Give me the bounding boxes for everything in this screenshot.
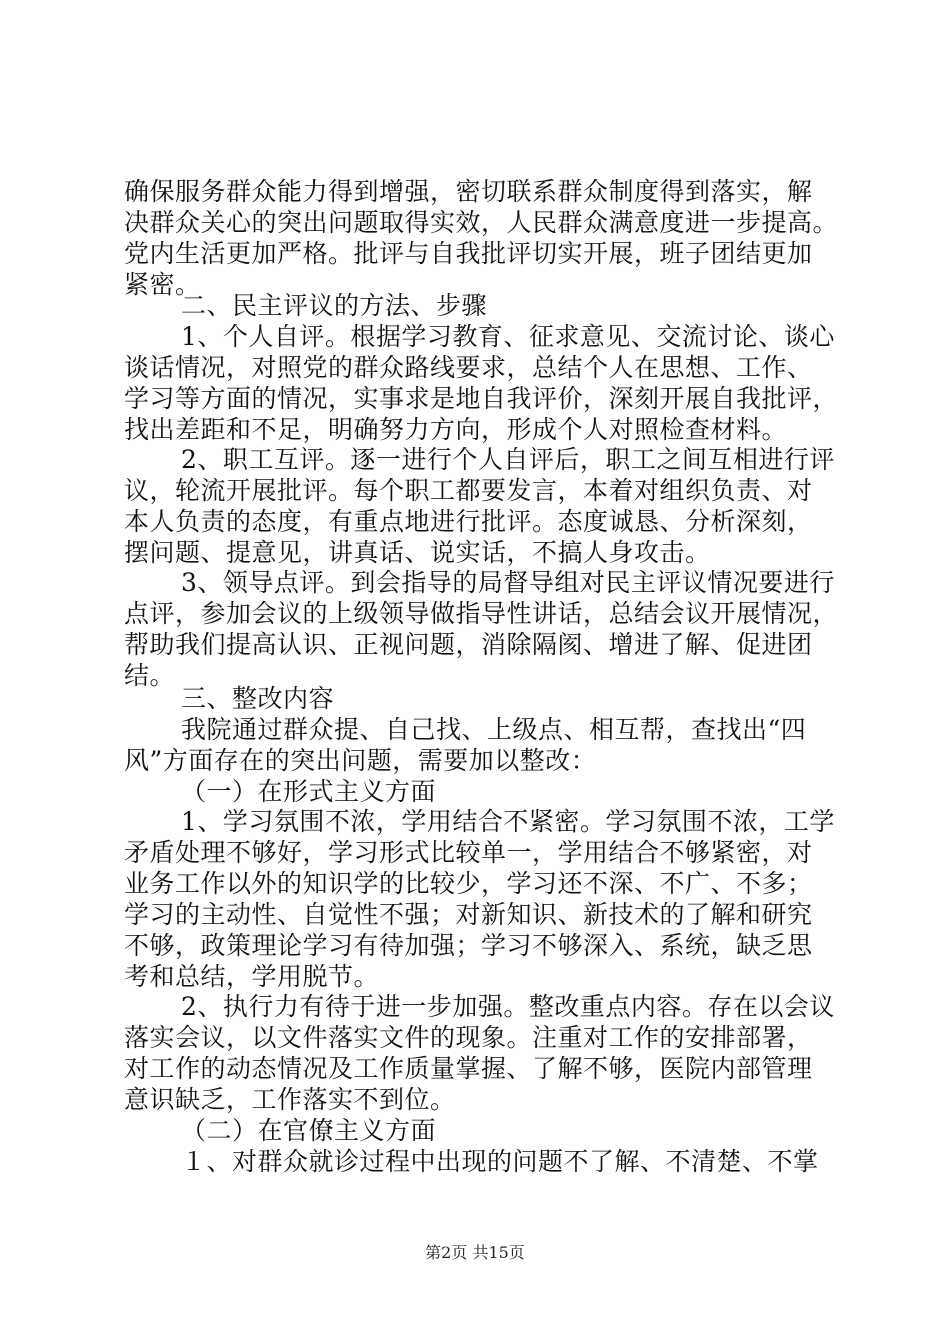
text-line: 确保服务群众能力得到增强，密切联系群众制度得到落实，解 [124, 176, 813, 206]
text-line: 找出差距和不足，明确努力方向，形成个人对照检查材料。 [124, 414, 788, 444]
subsection-heading: （一）在形式主义方面 [181, 776, 437, 806]
text-line: 学习等方面的情况，实事求是地自我评价，深刻开展自我批评， [124, 383, 839, 413]
text-line: １、对群众就诊过程中出现的问题不了解、不清楚、不掌 [181, 1146, 819, 1176]
page-footer: 第2页 共15页 [425, 1243, 525, 1262]
text-line: 决群众关心的突出问题取得实效，人民群众满意度进一步提高。 [124, 207, 839, 237]
text-line: 考和总结，学用脱节。 [124, 961, 380, 991]
text-line: 风”方面存在的突出问题，需要加以整改： [124, 745, 597, 775]
text-line: 矛盾处理不够好，学习形式比较单一，学用结合不够紧密，对 [124, 837, 813, 867]
text-line: 不够，政策理论学习有待加强；学习不够深入、系统，缺乏思 [124, 930, 813, 960]
text-line: 对工作的动态情况及工作质量掌握、了解不够，医院内部管理 [124, 1053, 813, 1083]
text-line: 结。 [124, 660, 176, 690]
section-heading: 三、整改内容 [181, 684, 335, 714]
text-line: 本人负责的态度，有重点地进行批评。态度诚恳、分析深刻， [124, 506, 813, 536]
subsection-heading: （二）在官僚主义方面 [181, 1115, 437, 1145]
text-line: 1、学习氛围不浓，学用结合不紧密。学习氛围不浓，工学 [181, 807, 835, 837]
text-line: 业务工作以外的知识学的比较少，学习还不深、不广、不多； [124, 868, 813, 898]
text-line: 我院通过群众提、自己找、上级点、相互帮，查找出“四 [181, 715, 807, 744]
text-line: 党内生活更加严格。批评与自我批评切实开展，班子团结更加 [124, 238, 813, 268]
text-line: 帮助我们提高认识、正视问题，消除隔阂、增进了解、促进团 [124, 629, 813, 659]
text-line: 谈话情况，对照党的群众路线要求，总结个人在思想、工作、 [124, 352, 813, 382]
text-line: 1、个人自评。根据学习教育、征求意见、交流讨论、谈心 [181, 321, 835, 351]
text-line: 议，轮流开展批评。每个职工都要发言，本着对组织负责、对 [124, 475, 813, 505]
text-line: 3、领导点评。到会指导的局督导组对民主评议情况要进行 [181, 567, 835, 597]
text-line: 意识缺乏，工作落实不到位。 [124, 1084, 456, 1114]
text-line: 2、职工互评。逐一进行个人自评后，职工之间互相进行评 [181, 444, 835, 474]
text-line: 落实会议，以文件落实文件的现象。注重对工作的安排部署， [124, 1022, 813, 1052]
text-line: 学习的主动性、自觉性不强；对新知识、新技术的了解和研究 [124, 899, 813, 929]
text-line: 2、执行力有待于进一步加强。整改重点内容。存在以会议 [181, 991, 835, 1021]
section-heading: 二、民主评议的方法、步骤 [181, 291, 488, 321]
text-line: 紧密。 [124, 269, 201, 299]
text-line: 摆问题、提意见，讲真话、说实话，不搞人身攻击。 [124, 537, 711, 567]
text-line: 点评，参加会议的上级领导做指导性讲话，总结会议开展情况， [124, 598, 839, 628]
